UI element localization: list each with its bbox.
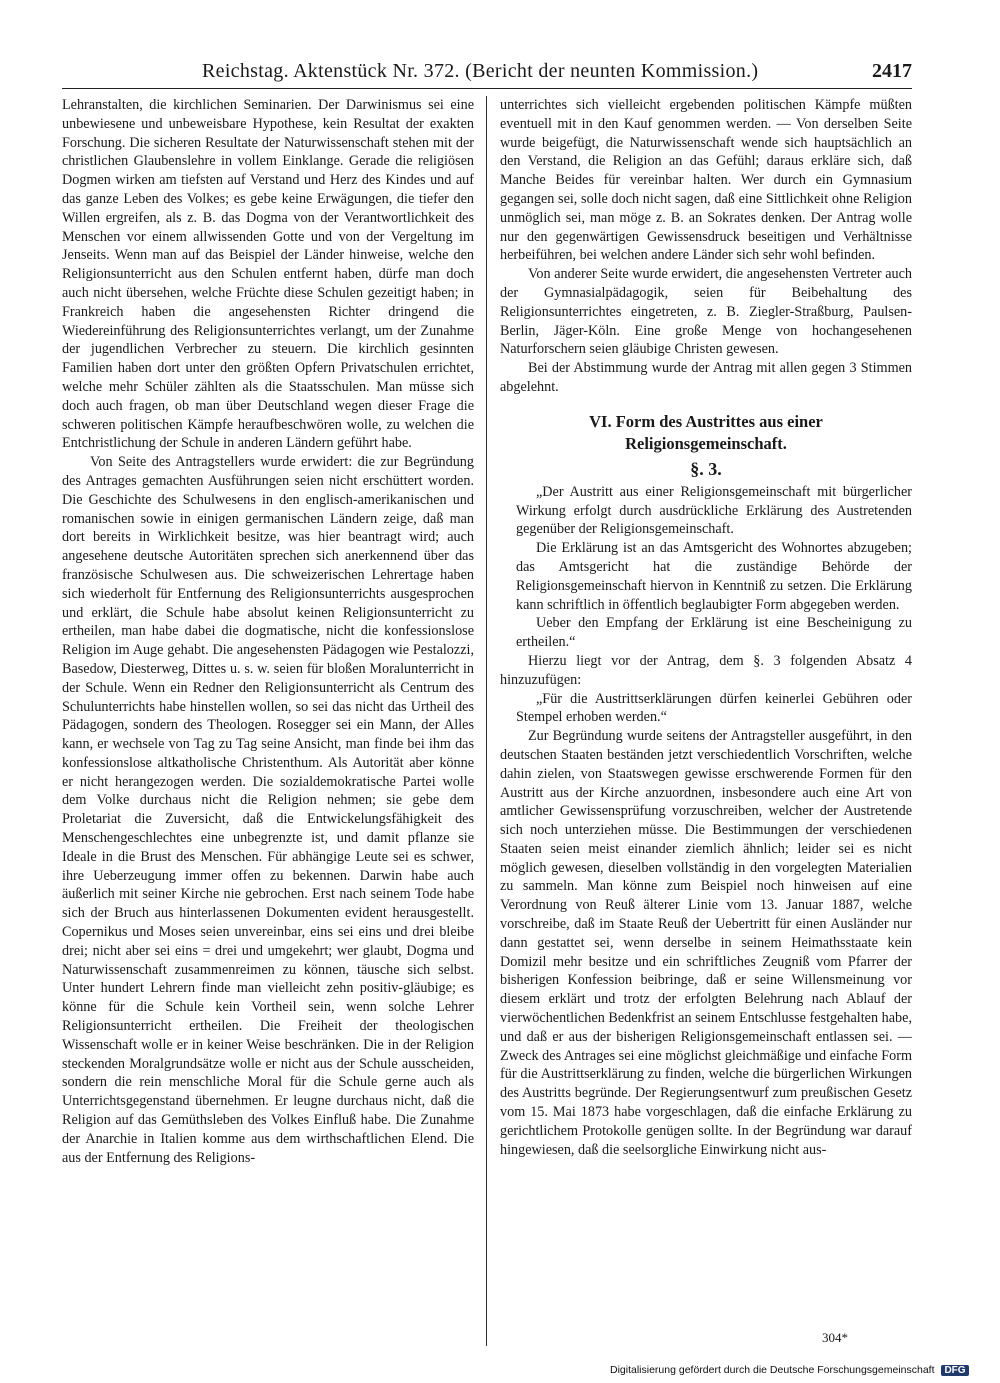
right-paragraph-3: Bei der Abstimmung wurde der Antrag mit allen gegen 3 Stimmen abgelehnt. xyxy=(500,360,912,395)
sheet-number: 304* xyxy=(822,1330,848,1345)
left-paragraph-1: Lehranstalten, die kirchlichen Seminarien. Der Darwinismus sei eine unbewiesene und unbeweisbare Hypothese, kein Resultat der exakten Forschung. Die sicheren Resultate der Naturwissenschaft stehen mit der christlichen Glaubenslehre in vollem Einklange. Gerade die religiösen Dogmen wirken am tiefsten auf Verstand und Herz des Kindes und auf das ganze Leben des Volkes; es gebe keine Erwägungen, die tiefer den Willen ergreifen, als z. B. das Dogma von der Verantwortlichkeit des Menschen vor einem allwissenden Gotte und von der Vergeltung im Jenseits. Wenn man auf das Beispiel der Länder hinweise, welche den Religionsunterricht aus den Schulen entfernt haben, dürfe man doch auch nicht übersehen, welche Früchte diese Schulen gezeitigt haben; in Frankreich haben die angesehensten Richter dringend die Wiedereinführung des Religionsunterrichtes verlangt, um der Zunahme der jugendlichen Verbrecher zu steuern. Die kirchlich gesinnten Familien haben dort unter den größten Opfern Privatschulen errichtet, welche mehr Schüler zählten als die Staatsschulen. Man müsse sich doch auch fragen, ob man über Deutschland wegen dieser Frage die schweren politischen Kämpfe heraufbeschwören wolle, zu welchen die Entchristlichung der Schule in anderen Ländern geführt habe. xyxy=(62,97,474,452)
digitization-footer xyxy=(610,1364,969,1376)
right-paragraph-4: Hierzu liegt vor der Antrag, dem §. 3 folgenden Absatz 4 hinzuzufügen: xyxy=(500,652,912,688)
right-column xyxy=(500,96,912,1316)
paragraph-sign: §. 3. xyxy=(690,458,722,479)
column-divider xyxy=(486,96,487,1346)
section-heading-line-2: Religionsgemeinschaft. xyxy=(625,433,787,453)
quote-paragraph-2: Die Erklärung ist an das Amtsgericht des Wohnortes abzugeben; das Amtsgericht hat die zuständige Behörde der Religionsgemeinschaft hiervon in Kenntniß zu setzen. Die Erklärung kann schriftlich in öffentlich beglaubigter Form abgegeben werden. xyxy=(516,540,912,613)
quote-paragraph-4: „Für die Austrittserklärungen dürfen keinerlei Gebühren oder Stempel erhoben werden.“ xyxy=(516,690,912,726)
law-text-quote xyxy=(516,483,912,652)
right-paragraph-2: Von anderer Seite wurde erwidert, die angesehensten Vertreter auch der Gymnasialpädagogik, seien für Beibehaltung des Religionsunterrichtes eingetreten, z. B. Ziegler-Straßburg, Paulsen-Berlin, Jäger-Köln. Eine große Menge von hochangesehenen Naturforschern seien gläubige Christen gewesen. xyxy=(500,266,912,358)
page-header xyxy=(62,58,912,89)
dfg-logo: DFG xyxy=(941,1365,968,1376)
amendment-quote xyxy=(516,690,912,728)
right-paragraph-5: Zur Begründung wurde seitens der Antragsteller ausgeführt, in den deutschen Staaten beständen jetzt verschiedentlich Vorschriften, welche dahin zielen, von Staatswegen gewisse erschwerende Formen für den Austritt aus der Kirche anzuordnen, insbesondere auch eine Art von amtlicher Gewissensprüfung vorzuschreiben, welcher der Austretende sich noch unterziehen müsse. Die Bestimmungen der verschiedenen Staaten seien meist einander ziemlich ähnlich; leider sei es nicht möglich gewesen, dieselben vollständig in den vorgelegten Materialien zu sammeln. Man könne zum Beispiel noch hinweisen auf eine Verordnung von Reuß älterer Linie vom 13. Januar 1887, welche vorschreibe, daß im Staate Reuß der Uebertritt für einen Ausländer nur dann gestattet sei, wenn derselbe in seinem Heimathsstaate kein Domizil mehr besitze und ein schriftliches Zeugniß vom Pfarrer der bisherigen Konfession beibringe, daß er seine Willensmeinung vor diesem erklärt und trotz der erfolgten Belehrung nach Ablauf der vierwöchentlichen Bedenkfrist an seinem Entschlusse festgehalten habe, und daß er aus der bisherigen Religionsgemeinschaft entlassen sei. — Zweck des Antrages sei eine möglichst gleichmäßige und einfache Form für die Austrittserklärung zu finden, welche die bürgerlichen Wirkungen des Austritts begründe. Der Regierungsentwurf zum preußischen Gesetz vom 15. Mai 1873 habe vorgeschlagen, daß die einfache Erklärung zu gerichtlichem Protokolle genügen sollte. In der Begründung war darauf hingewiesen, daß die seelsorgliche Einwirkung nicht aus- xyxy=(500,728,912,1158)
left-paragraph-2: Von Seite des Antragstellers wurde erwidert: die zur Begründung des Antrages gemachten Ausführungen seien nicht erschüttert worden. Die Geschichte des Schulwesens in den englisch-amerikanischen und romanischen sowie in einigen germanischen Ländern zeige, daß man dort bereits in Wirklichkeit besitze, was hier beantragt wird; auch angesehene deutsche Autoritäten sprechen sich anerkennend über das französische Schulwesen aus. Die schweizerischen Lehrertage haben sich wiederholt für Entfernung des Religionsunterrichts ausgesprochen und erklärt, die Schule habe absolut keinen Religionsunterricht zu ertheilen, man habe dabei die dogmatische, nicht die konfessionslose Religion im Auge gehabt. Die angesehensten Pädagogen wie Pestalozzi, Basedow, Diesterweg, Dittes u. s. w. seien für bloßen Moralunterricht in der Schule. Wenn ein Redner den Religionsunterricht als Centrum des Schulunterrichts habe hinstellen wollen, so sei das nicht das Urtheil des Pädagogen, sondern des Theologen. Rosegger sei ein Mann, der Alles kann, er wechsele von Tag zu Tag seine Ansicht, man finde bei ihm das konfessionslose altkatholische Christenthum. Als Autorität aber könne er nicht herangezogen werden. Die sozialdemokratische Partei wolle dem Volke durchaus nicht die Religion nehmen; sie gebe dem Proletariat die Zuversicht, daß die Entwickelungsfähigkeit des Menschengeschlechtes eine unbegrenzte ist, und damit pflanze sie Ideale in die Brust des Menschen. Für abhängige Leute sei es schwer, ihre Ueberzeugung immer offen zu bekennen. Darwin habe auch äußerlich mit seiner Kirche nie gebrochen. Erst nach seinem Tode habe sich der Bruch aus hinterlassenen Dokumenten evident herausgestellt. Copernikus und Moses seien unvereinbar, eins sei eins und drei bleibe drei; nicht aber sei eins = drei und umgekehrt; wer glaubt, Dogma und Naturwissenschaft zusammenreimen zu können, täusche sich selbst. Unter hundert Lehrern finde man vielleicht zehn positiv-gläubige; es könne für die Schule kein Vortheil sein, wenn solche Lehrer Religionsunterricht ertheilen. Die Freiheit der theologischen Wissenschaft wolle er in keiner Weise beschränken. Die in der Religion steckenden Moralgrundsätze wolle er nicht aus der Schule ausscheiden, sondern die rein menschliche Moral für die Schule gerne auch als Unterrichtsgegenstand übernehmen. Er leugne durchaus nicht, daß die Religion auf das Gemüthsleben des Volkes Einfluß habe. Die Zunahme der Anarchie in Italien komme aus dem wirthschaftlichen Elend. Die aus der Entfernung des Religions- xyxy=(62,454,474,1166)
section-heading-line-1: VI. Form des Austrittes aus einer xyxy=(589,411,823,431)
page-number: 2417 xyxy=(872,60,912,82)
quote-paragraph-1: „Der Austritt aus einer Religionsgemeinschaft mit bürgerlicher Wirkung erfolgt durch ausdrückliche Erklärung des Austretenden gegenüber der Religionsgemeinschaft. xyxy=(516,483,912,538)
footer-text: Digitalisierung gefördert durch die Deutsche Forschungsgemeinschaft xyxy=(610,1364,935,1376)
section-heading xyxy=(500,411,912,455)
left-column xyxy=(62,96,474,1336)
quote-paragraph-3: Ueber den Empfang der Erklärung ist eine Bescheinigung zu ertheilen.“ xyxy=(516,615,912,651)
header-title: Reichstag. Aktenstück Nr. 372. (Bericht der neunten Kommission.) xyxy=(202,60,759,82)
right-paragraph-1: unterrichtes sich vielleicht ergebenden politischen Kämpfe müßten eventuell mit in den Kauf genommen werden. — Von derselben Seite wurde beigefügt, die Naturwissenschaft wende sich hauptsächlich an den Verstand, die Religion an das Gefühl; daraus erkläre sich, daß Manche Beides für vereinbar halten. Wer durch ein Gymnasium gegangen sei, solle doch nicht sagen, daß eine Sittlichkeit ohne Religion unmöglich sei, man möge z. B. an Sokrates denken. Der Antrag wolle nur den gegenwärtigen Gewissensdruck beseitigen und Verhältnisse herbeiführen, bei welchen andere Länder sich sehr wohl befinden. xyxy=(500,97,912,264)
